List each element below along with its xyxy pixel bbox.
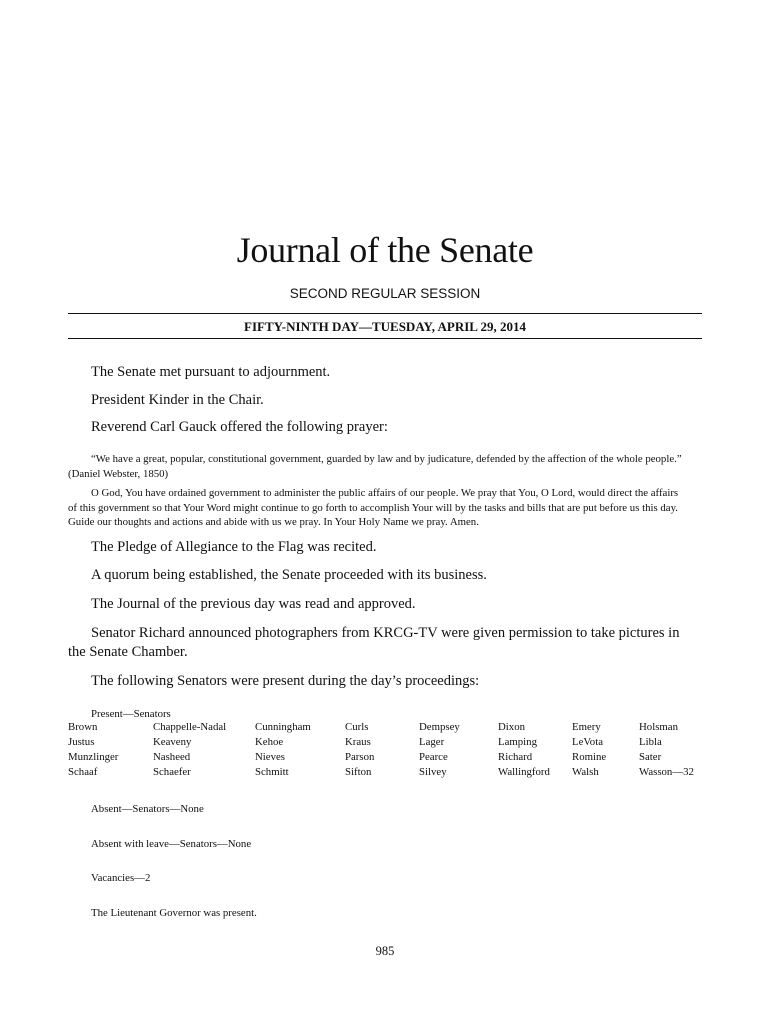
senator-name: Nasheed (153, 751, 191, 763)
roster-title: Present—Senators (91, 708, 171, 720)
senator-name: Justus (68, 736, 95, 748)
senator-name: Kehoe (255, 736, 284, 748)
prayer-quote-line-2: (Daniel Webster, 1850) (68, 467, 169, 480)
senator-name: Walsh (572, 766, 599, 778)
senator-name: Sater (639, 751, 662, 763)
vacancies-line: Vacancies—2 (91, 872, 151, 884)
prayer-body-line-1: O God, You have ordained government to administer the public affairs of our people. We pray that You, O Lord, would direct the affairs (91, 487, 679, 499)
page-number: 985 (375, 944, 395, 958)
senator-name: Schaefer (153, 766, 191, 778)
lieutenant-governor-line: The Lieutenant Governor was present. (91, 907, 257, 919)
senator-name: Brown (68, 721, 98, 733)
paragraph-quorum: A quorum being established, the Senate proceeded with its business. (91, 567, 487, 583)
senator-name: LeVota (572, 736, 603, 748)
senator-name: Parson (345, 751, 375, 763)
roster-row (68, 721, 708, 736)
paragraph-chair: President Kinder in the Chair. (91, 392, 264, 408)
senator-name: Lamping (498, 736, 537, 748)
roster-row (68, 751, 708, 766)
senator-name: Richard (498, 751, 533, 763)
absent-with-leave-line: Absent with leave—Senators—None (91, 838, 252, 850)
prayer-body-line-2: of this government so that Your Word might continue to go forth to accomplish Your will by the tasks and bills that are put before us this day. (68, 501, 678, 514)
senator-name: Keaveny (153, 736, 192, 748)
absent-line: Absent—Senators—None (91, 803, 204, 815)
senator-name: Lager (419, 736, 445, 748)
senator-name: Romine (572, 751, 607, 763)
senator-name: Pearce (419, 751, 448, 763)
paragraph-pledge: The Pledge of Allegiance to the Flag was recited. (91, 539, 377, 555)
prayer-quote-line-1: “We have a great, popular, constitutional government, guarded by law and by judicature, defended by the affection of the whole people.” (91, 453, 682, 465)
paragraph-richard-line-1: Senator Richard announced photographers from KRCG-TV were given permission to take pictures in (91, 625, 680, 641)
prayer-quote (68, 452, 703, 481)
senator-name: Sifton (345, 766, 372, 778)
senator-name: Dempsey (419, 721, 460, 733)
senator-name: Emery (572, 721, 601, 733)
senator-name: Nieves (255, 751, 285, 763)
paragraph-richard (68, 624, 703, 662)
paragraph-met: The Senate met pursuant to adjournment. (91, 364, 331, 380)
document-title: Journal of the Senate (236, 230, 534, 270)
senator-name: Munzlinger (68, 751, 119, 763)
senator-name: Curls (345, 721, 369, 733)
bottom-rule (68, 338, 702, 339)
roster-row (68, 766, 708, 781)
paragraph-richard-line-2: the Senate Chamber. (68, 644, 188, 660)
senator-name: Chappelle-Nadal (153, 721, 227, 733)
prayer-body (68, 486, 703, 530)
senator-name: Schaaf (68, 766, 98, 778)
senator-name: Schmitt (255, 766, 289, 778)
paragraph-journal: The Journal of the previous day was read and approved. (91, 596, 416, 612)
session-label: SECOND REGULAR SESSION (289, 286, 481, 301)
senator-name: Wallingford (498, 766, 550, 778)
senator-name: Silvey (419, 766, 447, 778)
senator-name: Dixon (498, 721, 525, 733)
senator-name: Holsman (639, 721, 678, 733)
day-heading: FIFTY-NINTH DAY—TUESDAY, APRIL 29, 2014 (244, 319, 526, 334)
senator-name: Kraus (345, 736, 371, 748)
paragraph-prayer-intro: Reverend Carl Gauck offered the following prayer: (91, 419, 388, 435)
senator-name: Wasson—32 (639, 766, 694, 778)
roster-row (68, 736, 708, 751)
paragraph-following: The following Senators were present during the day’s proceedings: (91, 673, 480, 689)
senator-name: Libla (639, 736, 662, 748)
senator-name: Cunningham (255, 721, 311, 733)
top-rule (68, 313, 702, 314)
prayer-body-line-3: Guide our thoughts and actions and abide with us we pray. In Your Holy Name we pray. Amen. (68, 516, 479, 528)
